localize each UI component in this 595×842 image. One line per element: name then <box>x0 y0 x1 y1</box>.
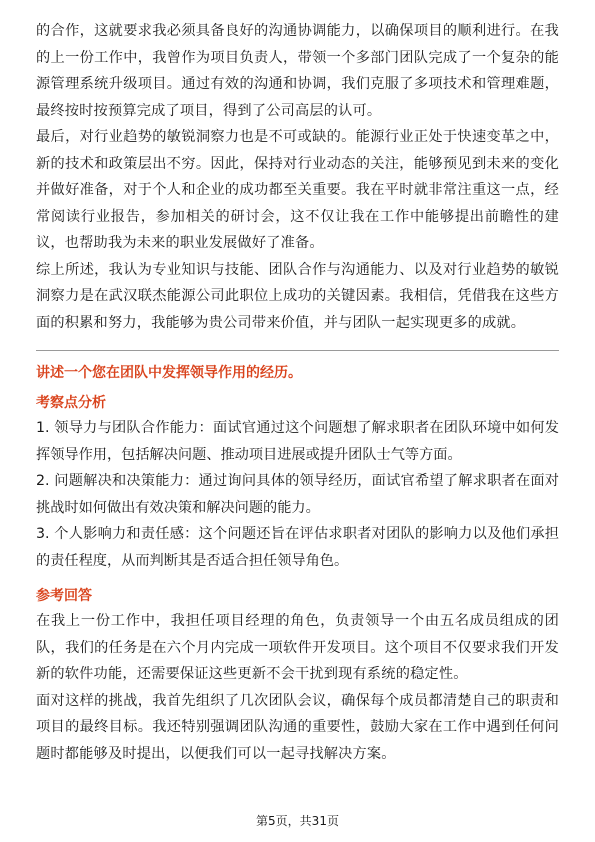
body-paragraph: 最后，对行业趋势的敏锐洞察力也是不可或缺的。能源行业正处于快速变革之中，新的技术和政策层出不穷。因此，保持对行业动态的关注，能够预见到未来的变化并做好准备，对于个人和企业的成功都至关重要。我在平时就非常注重这一点，经常阅读行业报告，参加相关的研讨会，这不仅让我在工作中能够提出前瞻性的建议，也帮助我为未来的职业发展做好了准备。 <box>36 129 559 251</box>
analysis-item: 3. 个人影响力和责任感：这个问题还旨在评估求职者对团队的影响力以及他们承担的责任程度，从而判断其是否适合担任领导角色。 <box>36 526 559 569</box>
body-paragraph: 的合作，这就要求我必须具备良好的沟通协调能力，以确保项目的顺利进行。在我的上一份工作中，我曾作为项目负责人，带领一个多部门团队完成了一个复杂的能源管理系统升级项目。通过有效的沟通和协调，我们克服了多项技术和管理难题，最终按时按预算完成了项目，得到了公司高层的认可。 <box>36 23 559 119</box>
answer-label: 参考回答 <box>36 588 92 604</box>
section-divider <box>36 350 559 351</box>
answer-paragraph: 在我上一份工作中，我担任项目经理的角色，负责领导一个由五名成员组成的团队，我们的任务是在六个月内完成一项软件开发项目。这个项目不仅要求我们开发新的软件功能，还需要保证这些更新不会干扰到现有系统的稳定性。 <box>36 613 559 682</box>
analysis-item: 2. 问题解决和决策能力：通过询问具体的领导经历，面试官希望了解求职者在面对挑战时如何做出有效决策和解决问题的能力。 <box>36 473 559 516</box>
answer-paragraph: 面对这样的挑战，我首先组织了几次团队会议，确保每个成员都清楚自己的职责和项目的最终目标。我还特别强调团队沟通的重要性，鼓励大家在工作中遇到任何问题时都能够及时提出，以便我们可以一起寻找解决方案。 <box>36 692 559 762</box>
body-paragraph: 综上所述，我认为专业知识与技能、团队合作与沟通能力、以及对行业趋势的敏锐洞察力是在武汉联杰能源公司此职位上成功的关键因素。我相信，凭借我在这些方面的积累和努力，我能够为贵公司带来价值，并与团队一起实现更多的成就。 <box>36 261 559 331</box>
analysis-item: 1. 领导力与团队合作能力：面试官通过这个问题想了解求职者在团队环境中如何发挥领导作用，包括解决问题、推动项目进展或提升团队士气等方面。 <box>36 420 559 463</box>
page-footer: 第5页，共31页 <box>256 814 339 828</box>
page-content <box>36 18 559 767</box>
question-heading: 讲述一个您在团队中发挥领导作用的经历。 <box>36 365 302 381</box>
analysis-label: 考察点分析 <box>36 395 106 411</box>
